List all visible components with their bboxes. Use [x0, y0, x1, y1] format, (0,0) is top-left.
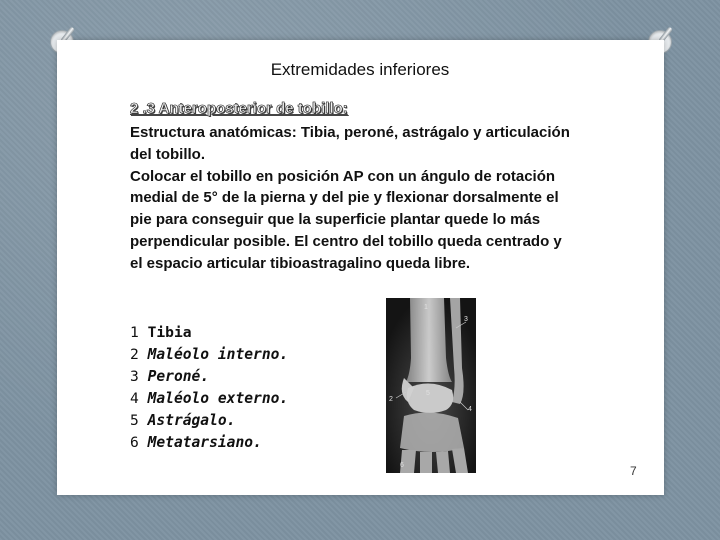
xray-label-medial-malleolus: 2	[389, 396, 393, 403]
xray-drawing	[386, 298, 476, 473]
paragraph-positioning: Colocar el tobillo en posición AP con un ángulo de rotación medial de 5° de la pierna y del pie y flexionar dorsalmente el pie para conseguir que la superficie plantar quede lo más perpendicular posible. El centro del tobillo queda centrado y el espacio articular tibioastragalino queda libre.	[130, 167, 562, 272]
section-heading: 2 .3 Anteroposterior de tobillo:	[130, 100, 348, 117]
legend-item: 6 Metatarsiano.	[130, 434, 262, 451]
page-number: 7	[630, 464, 637, 478]
ankle-xray-image	[386, 298, 476, 473]
legend-item: 5 Astrágalo.	[130, 412, 236, 429]
legend-item-name: Maléolo interno.	[147, 346, 289, 363]
paragraph-structures: Estructura anatómicas: Tibia, peroné, astrágalo y articulación del tobillo.	[130, 124, 570, 163]
xray-label-fibula: 3	[464, 316, 468, 323]
anatomy-legend	[130, 322, 288, 454]
legend-item: 1 Tibia	[130, 324, 192, 341]
legend-item-name: Metatarsiano.	[147, 434, 262, 451]
legend-item-name: Tibia	[147, 324, 192, 341]
legend-item: 3 Peroné.	[130, 368, 210, 385]
legend-item-name: Maléolo externo.	[147, 390, 289, 407]
legend-item: 4 Maléolo externo.	[130, 390, 289, 407]
legend-item-name: Astrágalo.	[147, 412, 236, 429]
xray-label-lateral-malleolus: 4	[468, 406, 472, 413]
legend-item-name: Peroné.	[147, 368, 210, 385]
xray-label-talus: 5	[426, 390, 430, 397]
xray-label-tibia: 1	[424, 304, 428, 311]
slide-title: Extremidades inferiores	[270, 60, 450, 79]
xray-label-metatarsal: 6	[400, 462, 404, 469]
legend-item: 2 Maléolo interno.	[130, 346, 289, 363]
body-text	[130, 122, 570, 275]
